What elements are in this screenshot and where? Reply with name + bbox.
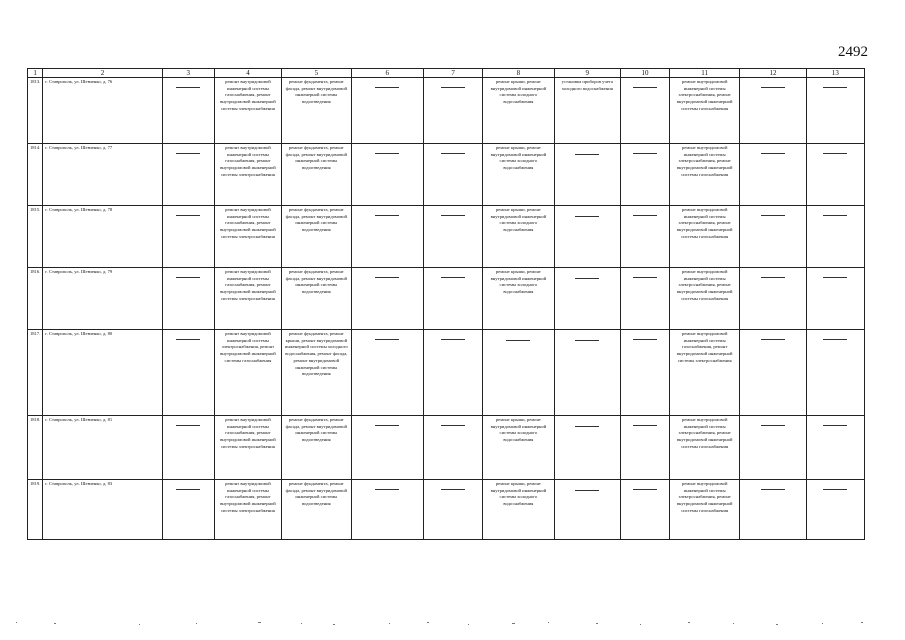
dash-cell <box>806 416 864 480</box>
dash-cell <box>351 330 423 416</box>
dash-mark <box>633 277 657 278</box>
dash-mark <box>633 215 657 216</box>
dash-mark <box>176 215 200 216</box>
dash-mark <box>761 215 785 216</box>
dash-mark <box>176 425 200 426</box>
dash-mark <box>375 87 399 88</box>
works-cell: ремонт крыши, ремонт внутридомовой инженерной системы холодного водоснабжения <box>483 480 554 540</box>
dash-cell <box>554 206 620 268</box>
column-header: 13 <box>806 69 864 78</box>
dash-mark <box>823 425 847 426</box>
dash-mark <box>575 490 599 491</box>
dash-cell <box>424 78 483 144</box>
dash-mark <box>375 425 399 426</box>
dash-mark <box>761 277 785 278</box>
works-cell: ремонт внутридомовой инженерной системы электроснабжения, ремонт внутридомовой инженерной системы газоснабжения <box>214 330 281 416</box>
row-number: 1817. <box>28 330 43 416</box>
dash-cell <box>740 206 806 268</box>
works-cell: ремонт фундамента, ремонт крыши, ремонт внутридомовой инженерной системы холодного водоснабжения, ремонт фасада, ремонт внутридомовой инженерной системы водоотведения <box>282 330 351 416</box>
dash-cell <box>351 416 423 480</box>
column-header: 2 <box>43 69 162 78</box>
dash-cell <box>162 416 214 480</box>
dash-cell <box>554 480 620 540</box>
address-cell: г. Ставрополь, ул. Шевченко, д. 76 <box>43 78 162 144</box>
scan-artifact-dots <box>0 620 905 632</box>
dash-cell <box>620 268 669 330</box>
works-cell: ремонт внутридомовой инженерной системы электроснабжения, ремонт внутридомовой инженерной системы газоснабжения <box>669 206 739 268</box>
dash-mark <box>823 215 847 216</box>
table-row <box>28 78 865 144</box>
dash-cell <box>620 206 669 268</box>
dash-mark <box>823 489 847 490</box>
column-header: 4 <box>214 69 281 78</box>
dash-cell <box>351 268 423 330</box>
address-cell: г. Ставрополь, ул. Шевченко, д. 80 <box>43 330 162 416</box>
dash-mark <box>575 340 599 341</box>
dash-mark <box>176 339 200 340</box>
dash-cell <box>620 330 669 416</box>
row-number: 1813. <box>28 78 43 144</box>
works-cell: ремонт крыши, ремонт внутридомовой инженерной системы холодного водоснабжения <box>483 144 554 206</box>
column-header: 3 <box>162 69 214 78</box>
dash-cell <box>424 268 483 330</box>
dash-mark <box>441 87 465 88</box>
dash-cell <box>424 144 483 206</box>
works-cell: ремонт внутридомовой инженерной системы газоснабжения, ремонт внутридомовой инженерной системы электроснабжения <box>214 480 281 540</box>
row-number: 1819. <box>28 480 43 540</box>
dash-mark <box>575 426 599 427</box>
dash-cell <box>424 416 483 480</box>
works-cell: ремонт крыши, ремонт внутридомовой инженерной системы холодного водоснабжения <box>483 78 554 144</box>
dash-cell <box>554 144 620 206</box>
dash-mark <box>506 340 530 341</box>
dash-cell <box>740 480 806 540</box>
works-cell: ремонт фундамента, ремонт фасада, ремонт внутридомовой инженерной системы водоотведения <box>282 206 351 268</box>
dash-mark <box>176 489 200 490</box>
column-header: 8 <box>483 69 554 78</box>
column-header: 7 <box>424 69 483 78</box>
dash-mark <box>441 425 465 426</box>
dash-cell <box>351 206 423 268</box>
dash-mark <box>823 277 847 278</box>
column-header: 6 <box>351 69 423 78</box>
dash-mark <box>375 339 399 340</box>
dash-mark <box>823 339 847 340</box>
works-cell: ремонт внутридомовой инженерной системы газоснабжения, ремонт внутридомовой инженерной системы электроснабжения <box>214 206 281 268</box>
works-cell: ремонт внутридомовой инженерной системы газоснабжения, ремонт внутридомовой инженерной системы электроснабжения <box>214 78 281 144</box>
dash-cell <box>162 480 214 540</box>
dash-cell <box>620 78 669 144</box>
table-row <box>28 480 865 540</box>
works-cell: ремонт крыши, ремонт внутридомовой инженерной системы холодного водоснабжения <box>483 206 554 268</box>
works-cell: установка приборов учета холодного водоснабжения <box>554 78 620 144</box>
works-cell: ремонт внутридомовой инженерной системы газоснабжения, ремонт внутридомовой инженерной системы электроснабжения <box>214 144 281 206</box>
column-header: 5 <box>282 69 351 78</box>
column-number-row <box>28 69 865 78</box>
dash-cell <box>806 268 864 330</box>
dash-cell <box>806 330 864 416</box>
column-header: 11 <box>669 69 739 78</box>
dash-mark <box>441 215 465 216</box>
page-number: 2492 <box>838 44 868 60</box>
row-number: 1814. <box>28 144 43 206</box>
dash-cell <box>162 78 214 144</box>
dash-mark <box>441 339 465 340</box>
dash-cell <box>740 78 806 144</box>
address-cell: г. Ставрополь, ул. Шевченко, д. 77 <box>43 144 162 206</box>
dash-cell <box>554 330 620 416</box>
dash-mark <box>761 339 785 340</box>
works-cell: ремонт внутридомовой инженерной системы электроснабжения, ремонт внутридомовой инженерной системы газоснабжения <box>669 268 739 330</box>
table-row <box>28 144 865 206</box>
works-cell: ремонт внутридомовой инженерной системы газоснабжения, ремонт внутридомовой инженерной системы электроснабжения <box>214 268 281 330</box>
dash-mark <box>761 153 785 154</box>
works-cell: ремонт фундамента, ремонт фасада, ремонт внутридомовой инженерной системы водоотведения <box>282 78 351 144</box>
column-header: 9 <box>554 69 620 78</box>
dash-cell <box>424 330 483 416</box>
dash-cell <box>162 330 214 416</box>
capital-repair-register-table <box>27 68 865 540</box>
row-number: 1818. <box>28 416 43 480</box>
works-cell: ремонт фундамента, ремонт фасада, ремонт внутридомовой инженерной системы водоотведения <box>282 416 351 480</box>
dash-cell <box>554 416 620 480</box>
dash-cell <box>351 78 423 144</box>
dash-mark <box>633 425 657 426</box>
dash-cell <box>740 144 806 206</box>
column-header: 1 <box>28 69 43 78</box>
dash-mark <box>375 153 399 154</box>
column-header: 10 <box>620 69 669 78</box>
address-cell: г. Ставрополь, ул. Шевченко, д. 83 <box>43 480 162 540</box>
dash-mark <box>375 215 399 216</box>
dash-cell <box>806 480 864 540</box>
works-cell: ремонт внутридомовой инженерной системы газоснабжения, ремонт внутридомовой инженерной системы электроснабжения <box>669 330 739 416</box>
row-number: 1815. <box>28 206 43 268</box>
dash-cell <box>351 480 423 540</box>
dash-mark <box>575 154 599 155</box>
table-row <box>28 206 865 268</box>
dash-cell <box>620 144 669 206</box>
dash-mark <box>761 87 785 88</box>
dash-mark <box>633 339 657 340</box>
address-cell: г. Ставрополь, ул. Шевченко, д. 81 <box>43 416 162 480</box>
dash-cell <box>424 206 483 268</box>
dash-mark <box>633 489 657 490</box>
dash-cell <box>740 330 806 416</box>
dash-mark <box>176 87 200 88</box>
dash-mark <box>633 87 657 88</box>
dash-mark <box>441 489 465 490</box>
dash-cell <box>554 268 620 330</box>
column-header: 12 <box>740 69 806 78</box>
works-cell: ремонт внутридомовой инженерной системы электроснабжения, ремонт внутридомовой инженерной системы газоснабжения <box>669 144 739 206</box>
dash-cell <box>740 416 806 480</box>
dash-cell <box>620 480 669 540</box>
dash-mark <box>823 153 847 154</box>
works-cell: ремонт внутридомовой инженерной системы газоснабжения, ремонт внутридомовой инженерной системы электроснабжения <box>214 416 281 480</box>
dash-mark <box>441 277 465 278</box>
address-cell: г. Ставрополь, ул. Шевченко, д. 79 <box>43 268 162 330</box>
works-cell: ремонт внутридомовой инженерной системы электроснабжения, ремонт внутридомовой инженерной системы газоснабжения <box>669 78 739 144</box>
dash-mark <box>375 489 399 490</box>
works-cell: ремонт фундамента, ремонт фасада, ремонт внутридомовой инженерной системы водоотведения <box>282 144 351 206</box>
row-number: 1816. <box>28 268 43 330</box>
dash-cell <box>806 206 864 268</box>
dash-cell <box>351 144 423 206</box>
works-cell: ремонт крыши, ремонт внутридомовой инженерной системы холодного водоснабжения <box>483 268 554 330</box>
works-cell: ремонт фундамента, ремонт фасада, ремонт внутридомовой инженерной системы водоотведения <box>282 268 351 330</box>
works-cell: ремонт фундамента, ремонт фасада, ремонт внутридомовой инженерной системы водоотведения <box>282 480 351 540</box>
dash-mark <box>761 489 785 490</box>
dash-mark <box>176 277 200 278</box>
table-row <box>28 268 865 330</box>
dash-cell <box>162 206 214 268</box>
dash-mark <box>761 425 785 426</box>
dash-cell <box>806 144 864 206</box>
dash-mark <box>575 278 599 279</box>
dash-mark <box>575 216 599 217</box>
dash-cell <box>620 416 669 480</box>
dash-mark <box>823 87 847 88</box>
dash-mark <box>176 153 200 154</box>
dash-cell <box>806 78 864 144</box>
dash-cell <box>162 144 214 206</box>
dash-mark <box>375 277 399 278</box>
dash-cell <box>740 268 806 330</box>
works-cell: ремонт крыши, ремонт внутридомовой инженерной системы холодного водоснабжения <box>483 416 554 480</box>
works-cell: ремонт внутридомовой инженерной системы электроснабжения, ремонт внутридомовой инженерной системы газоснабжения <box>669 480 739 540</box>
dash-cell <box>483 330 554 416</box>
dash-mark <box>441 153 465 154</box>
dash-mark <box>633 153 657 154</box>
address-cell: г. Ставрополь, ул. Шевченко, д. 78 <box>43 206 162 268</box>
dash-cell <box>162 268 214 330</box>
dash-cell <box>424 480 483 540</box>
works-cell: ремонт внутридомовой инженерной системы электроснабжения, ремонт внутридомовой инженерной системы газоснабжения <box>669 416 739 480</box>
table-row <box>28 416 865 480</box>
table-row <box>28 330 865 416</box>
